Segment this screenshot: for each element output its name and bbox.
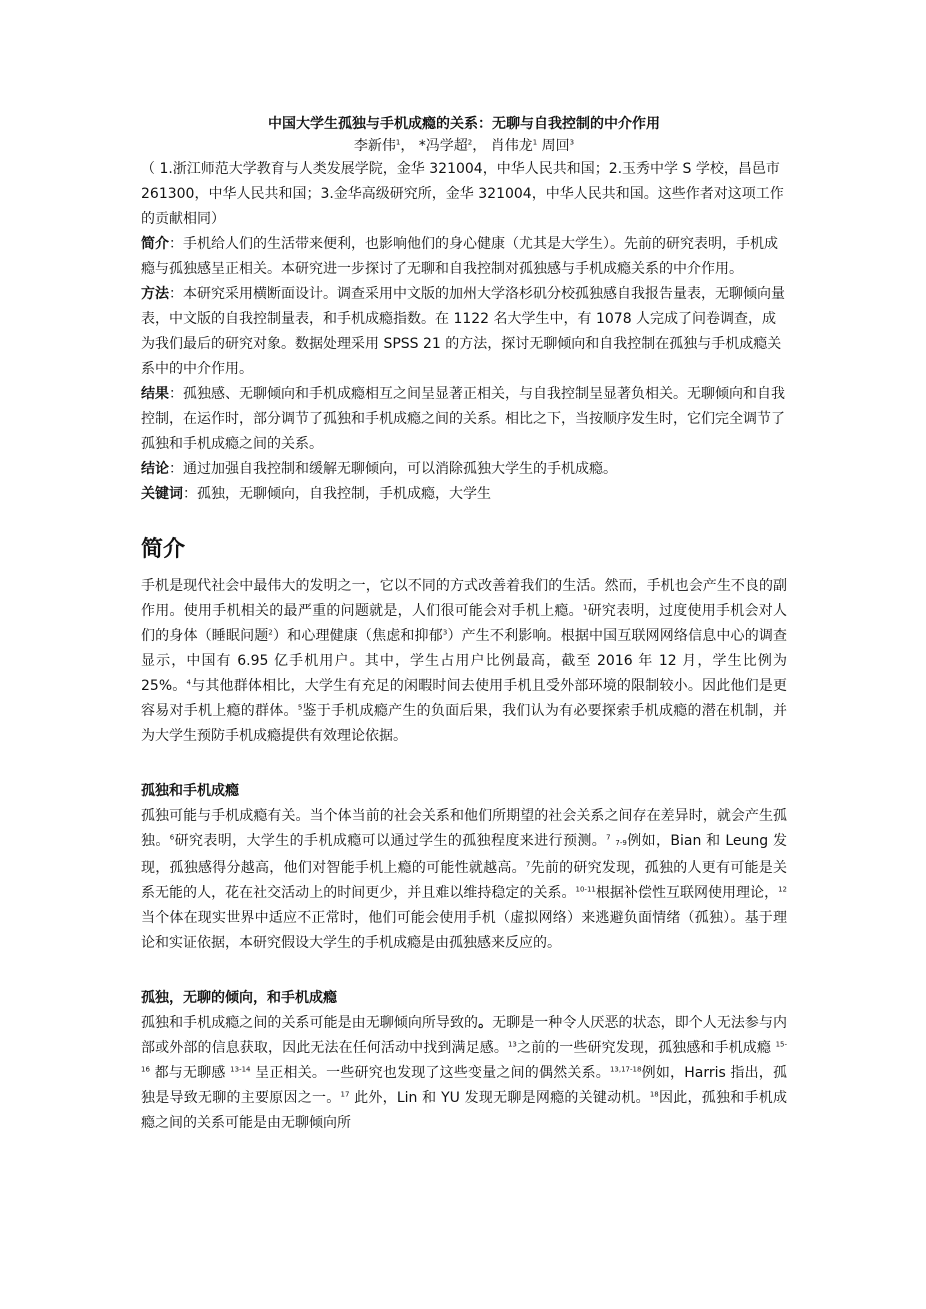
abstract-intro-text: ：手机给人们的生活带来便利，也影响他们的身心健康（尤其是大学生）。先前的研究表明，手机成瘾与孤独感呈正相关。本研究进一步探讨了无聊和自我控制对孤独感与手机成瘾关系的中介作用。: [141, 236, 778, 277]
text-run: 之前的一些研究发现，孤独感和手机成瘾: [516, 1040, 776, 1056]
text-run: 先前的研究发现，孤独的人更有可能是关系无能的人，花在社交活动上的时间更少，并且难以维持稳定的关系。: [141, 860, 788, 901]
citation: 1: [582, 603, 588, 612]
citation: 13,17-18: [609, 1065, 642, 1074]
abstract-methods-text: ：本研究采用横断面设计。调查采用中文版的加州大学洛杉矶分校孤独感自我报告量表，无聊倾向量表，中文版的自我控制量表，和手机成瘾指数。在 1122 名大学生中，有 1078 人完成了问卷调查，成为我们最后的研究对象。数据处理采用 SPSS 21 的方法，探讨无聊倾向和自我控制在孤独与手机成瘾关系中的中介作用。: [141, 286, 785, 377]
text-run: 。: [478, 1015, 493, 1031]
abstract-intro: [141, 232, 787, 282]
abstract-conclusion: [141, 457, 787, 482]
text-run: 研究表明，过度使用手机会对人们的身体（睡眠问题: [141, 603, 788, 644]
text-run: 手机是现代社会中最伟大的发明之一，它以不同的方式改善着我们的生活。然而，手机也会产生不良的副作用。使用手机相关的最严重的问题就是，人们很可能会对手机上瘾。: [141, 578, 787, 619]
text-run: 例如，Bian 和 Leung 发现，孤独感得分越高，他们对智能手机上瘾的可能性就越高。: [141, 833, 787, 876]
text-run: 孤独和手机成瘾之间的关系可能是由无聊倾向所导致的: [141, 1015, 479, 1031]
text-run: 例如，Harris 指出，孤独是导致无聊的主要原因之一。: [141, 1065, 787, 1106]
keywords: [141, 482, 787, 507]
citation: 3: [442, 628, 448, 637]
abstract-methods: [141, 282, 787, 382]
citation: 6: [169, 833, 175, 842]
author-separator: ，: [400, 138, 415, 154]
text-run: 研究表明，大学生的手机成瘾可以通过学生的孤独程度来进行预测。: [174, 833, 607, 849]
citation: 12: [778, 885, 788, 894]
intro-paragraph: [141, 574, 787, 749]
author-affiliation-marker: 1: [532, 138, 538, 147]
citation: 2: [268, 628, 273, 637]
loneliness-paragraph: [141, 804, 787, 956]
author-name: 周回: [541, 138, 570, 154]
affiliations: （ 1.浙江师范大学教育与人类发展学院，金华 321004，中华人民共和国；2.玉秀中学 S 学校，昌邑市 261300，中华人民共和国；3.金华高级研究所，金华 321004，中华人民共和国。这些作者对这项工作的贡献相同）: [141, 161, 784, 227]
citation: 15-16: [141, 1040, 788, 1074]
text-run: 因此，孤独和手机成瘾之间的关系可能是由无聊倾向所: [141, 1090, 787, 1131]
author-name: 肖伟龙: [490, 138, 533, 154]
citation: 10-11: [575, 885, 596, 894]
citation: 13-14: [230, 1065, 251, 1074]
author-name: 李新伟: [353, 138, 396, 154]
paper-title: 中国大学生孤独与手机成瘾的关系：无聊与自我控制的中介作用: [268, 116, 660, 132]
author-name: *冯学超: [418, 138, 468, 154]
author-separator: ，: [472, 138, 487, 154]
text-run: 根据补偿性互联网使用理论，: [595, 885, 779, 901]
paper-page: [141, 113, 787, 1136]
abstract-conclusion-label: 结论: [141, 461, 169, 477]
citation: 7-9: [615, 839, 627, 847]
abstract-results-text: ：孤独感、无聊倾向和手机成瘾相互之间呈显著正相关，与自我控制呈显著负相关。无聊倾向和自我控制，在运作时，部分调节了孤独和手机成瘾之间的关系。相比之下，当按顺序发生时，它们完全调节了孤独和手机成瘾之间的关系。: [141, 386, 785, 452]
abstract-results: [141, 382, 787, 457]
text-run: 孤独可能与手机成瘾有关。当个体当前的社会关系和他们所期望的社会关系之间存在差异时，就会产生孤独。: [141, 808, 787, 849]
author-affiliation-marker: 2: [467, 138, 473, 147]
abstract-intro-label: 简介: [141, 236, 169, 252]
citation: 5: [297, 703, 303, 712]
text-run: 鉴于手机成瘾产生的负面后果，我们认为有必要探索手机成瘾的潜在机制，并为大学生预防手机成瘾提供有效理论依据。: [141, 703, 788, 744]
citation: 7: [525, 860, 531, 869]
boredom-paragraph: [141, 1011, 787, 1136]
text-run: 呈正相关。一些研究也发现了这些变量之间的偶然关系。: [250, 1065, 610, 1081]
author-affiliation-marker: 3: [569, 138, 575, 147]
citation: 13: [507, 1040, 517, 1049]
text-run: 当个体在现实世界中适应不正常时，他们可能会使用手机（虚拟网络）来逃避负面情绪（孤独）。基于理论和实证依据，本研究假设大学生的手机成瘾是由孤独感来反应的。: [141, 910, 787, 951]
text-run: ）产生不利影响。根据中国互联网网络信息中心的调查显示，中国有 6.95 亿手机用户。其中，学生占用户比例最高，截至 2016 年 12 月，学生比例为 25%。: [141, 628, 788, 694]
citation: 4: [186, 678, 191, 687]
text-run: 与其他群体相比，大学生有充足的闲暇时间去使用手机且受外部环境的限制较小。因此他们是更容易对手机上瘾的群体。: [141, 678, 787, 719]
abstract-conclusion-text: ：通过加强自我控制和缓解无聊倾向，可以消除孤独大学生的手机成瘾。: [169, 461, 617, 477]
text-run: 此外，Lin 和 YU 发现无聊是网瘾的关键动机。: [349, 1090, 650, 1106]
citation: 18: [649, 1090, 659, 1099]
text-run: 无聊是一种令人厌恶的状态，即个人无法参与内部或外部的信息获取，因此无法在任何活动中找到满足感。: [141, 1015, 788, 1056]
citation: 7: [606, 833, 611, 842]
subsection-heading-loneliness: 孤独和手机成瘾: [141, 783, 239, 799]
abstract-results-label: 结果: [141, 386, 169, 402]
keywords-label: 关键词: [141, 486, 183, 502]
author-list: [141, 135, 787, 157]
abstract-methods-label: 方法: [141, 286, 169, 302]
text-run: 都与无聊感: [149, 1065, 231, 1081]
section-heading-intro: 简介: [141, 537, 186, 562]
citation: 17: [340, 1090, 350, 1099]
subsection-heading-boredom: 孤独，无聊的倾向，和手机成瘾: [141, 990, 337, 1006]
text-run: ）和心理健康（焦虑和抑郁: [272, 628, 443, 644]
keywords-text: ：孤独，无聊倾向，自我控制，手机成瘾，大学生: [183, 486, 491, 502]
author-affiliation-marker: 1: [395, 138, 401, 147]
